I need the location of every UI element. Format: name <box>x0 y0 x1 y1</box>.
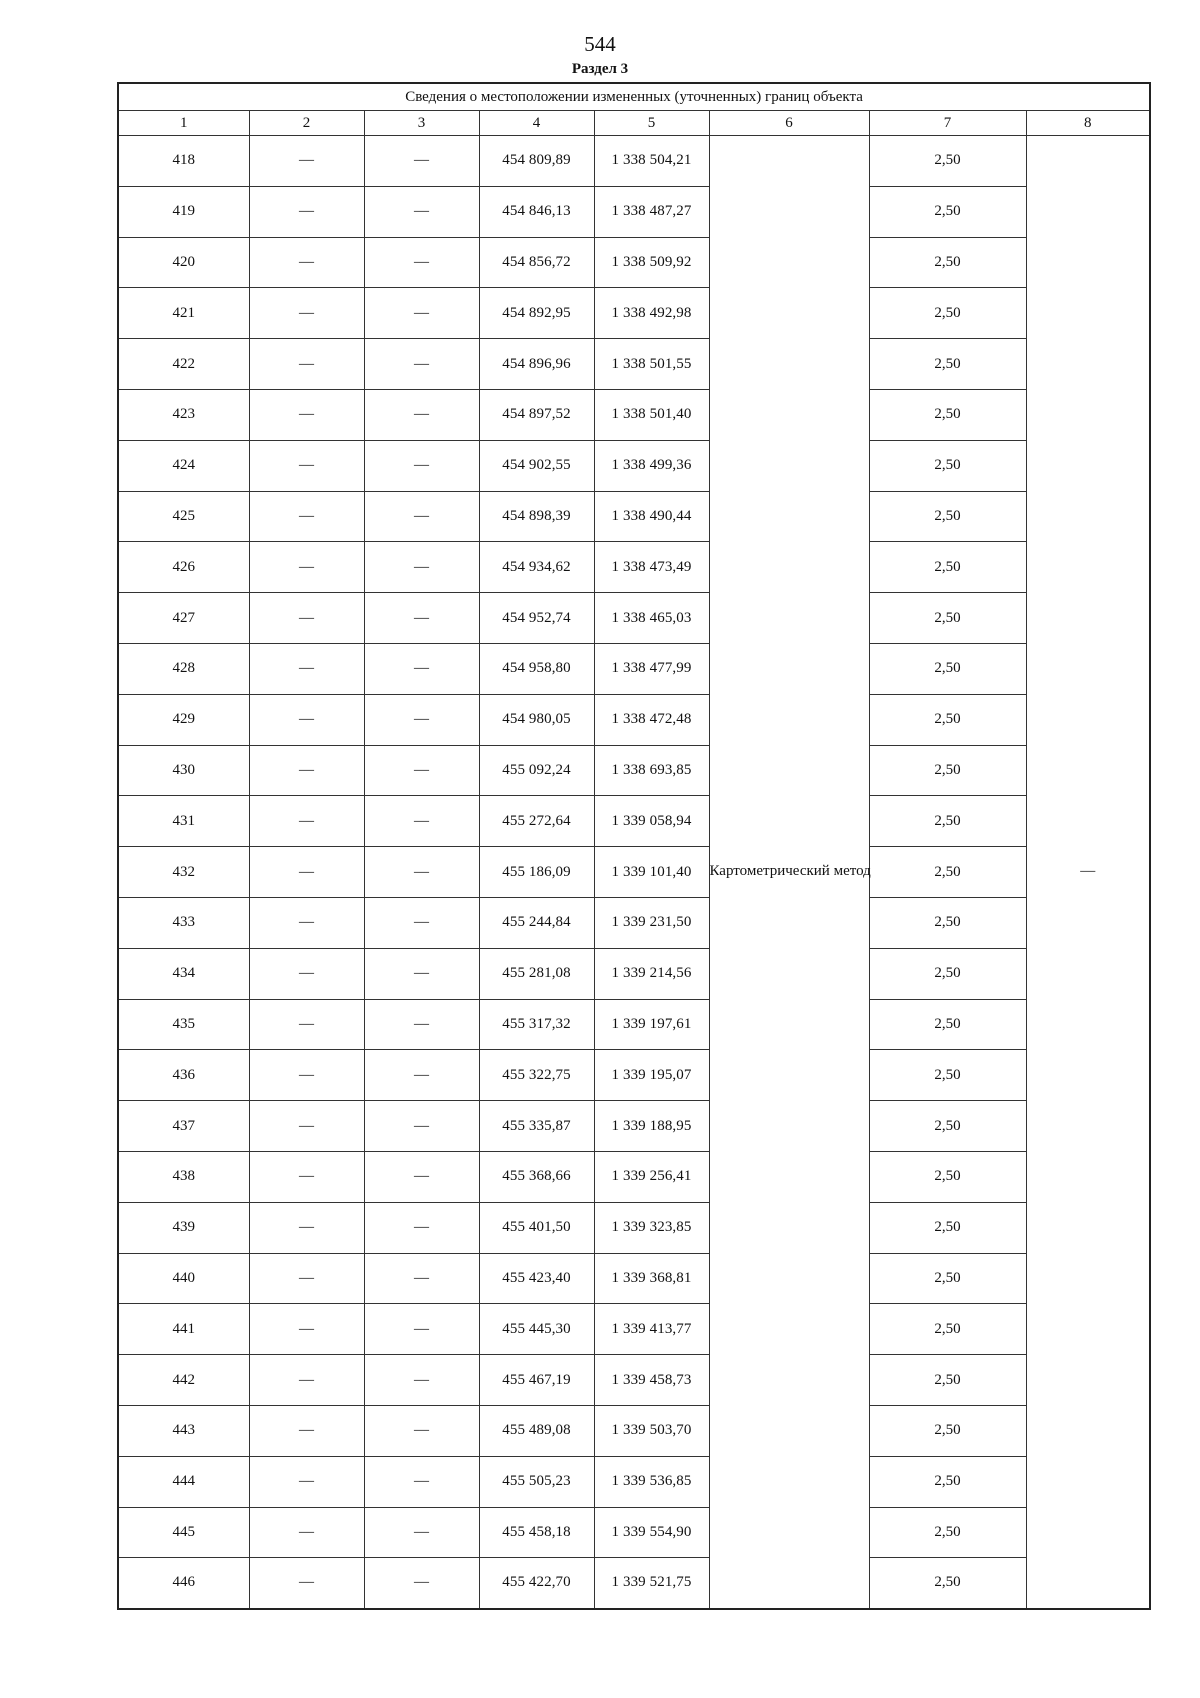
column-2-value: — <box>249 948 364 999</box>
accuracy-value: 2,50 <box>869 745 1026 796</box>
point-number: 431 <box>118 796 249 847</box>
point-number: 428 <box>118 643 249 694</box>
point-number: 440 <box>118 1253 249 1304</box>
section-title: Раздел 3 <box>571 61 629 77</box>
point-number: 422 <box>118 339 249 390</box>
point-number: 443 <box>118 1405 249 1456</box>
column-2-value: — <box>249 847 364 898</box>
point-number: 430 <box>118 745 249 796</box>
accuracy-value: 2,50 <box>869 796 1026 847</box>
point-number: 442 <box>118 1355 249 1406</box>
coordinate-y: 1 338 477,99 <box>594 643 709 694</box>
column-2-value: — <box>249 593 364 644</box>
accuracy-value: 2,50 <box>869 1304 1026 1355</box>
column-3-value: — <box>364 897 479 948</box>
point-number: 418 <box>118 136 249 187</box>
accuracy-value: 2,50 <box>869 1050 1026 1101</box>
column-3-value: — <box>364 1507 479 1558</box>
column-3-value: — <box>364 1456 479 1507</box>
column-3-value: — <box>364 796 479 847</box>
column-number-4: 4 <box>479 111 594 136</box>
column-3-value: — <box>364 1405 479 1456</box>
table-row <box>118 389 1150 440</box>
accuracy-value: 2,50 <box>869 847 1026 898</box>
coordinate-x: 455 272,64 <box>479 796 594 847</box>
column-2-value: — <box>249 542 364 593</box>
column-number-1: 1 <box>118 111 249 136</box>
point-number: 424 <box>118 440 249 491</box>
table-row <box>118 1151 1150 1202</box>
accuracy-value: 2,50 <box>869 339 1026 390</box>
column-number-2: 2 <box>249 111 364 136</box>
column-3-value: — <box>364 288 479 339</box>
coordinate-x: 455 317,32 <box>479 999 594 1050</box>
column-3-value: — <box>364 136 479 187</box>
coordinate-x: 455 092,24 <box>479 745 594 796</box>
accuracy-value: 2,50 <box>869 1456 1026 1507</box>
table-row <box>118 643 1150 694</box>
coordinate-y: 1 339 231,50 <box>594 897 709 948</box>
point-number: 426 <box>118 542 249 593</box>
column-2-value: — <box>249 1050 364 1101</box>
point-number: 434 <box>118 948 249 999</box>
column-2-value: — <box>249 1101 364 1152</box>
column-3-value: — <box>364 593 479 644</box>
accuracy-value: 2,50 <box>869 440 1026 491</box>
accuracy-value: 2,50 <box>869 186 1026 237</box>
accuracy-value: 2,50 <box>869 288 1026 339</box>
column-2-value: — <box>249 999 364 1050</box>
column-3-value: — <box>364 1558 479 1609</box>
coordinate-y: 1 338 465,03 <box>594 593 709 644</box>
coordinate-x: 455 467,19 <box>479 1355 594 1406</box>
column-3-value: — <box>364 745 479 796</box>
table-row <box>118 1101 1150 1152</box>
column-number-5: 5 <box>594 111 709 136</box>
boundary-coordinates-table <box>117 82 1151 1610</box>
coordinate-y: 1 339 503,70 <box>594 1405 709 1456</box>
column-3-value: — <box>364 389 479 440</box>
accuracy-value: 2,50 <box>869 643 1026 694</box>
coordinate-x: 454 846,13 <box>479 186 594 237</box>
table-body <box>118 136 1150 1609</box>
column-3-value: — <box>364 1151 479 1202</box>
coordinate-x: 454 897,52 <box>479 389 594 440</box>
column-2-value: — <box>249 897 364 948</box>
accuracy-value: 2,50 <box>869 1202 1026 1253</box>
method-cell: Картометрический метод <box>709 136 869 1609</box>
column-2-value: — <box>249 339 364 390</box>
coordinate-y: 1 338 504,21 <box>594 136 709 187</box>
coordinate-y: 1 339 368,81 <box>594 1253 709 1304</box>
table-row <box>118 237 1150 288</box>
column-3-value: — <box>364 339 479 390</box>
coordinate-y: 1 338 492,98 <box>594 288 709 339</box>
table-row <box>118 796 1150 847</box>
coordinate-x: 454 856,72 <box>479 237 594 288</box>
point-number: 436 <box>118 1050 249 1101</box>
point-number: 441 <box>118 1304 249 1355</box>
coordinate-y: 1 338 472,48 <box>594 694 709 745</box>
column-3-value: — <box>364 1253 479 1304</box>
coordinate-y: 1 338 501,40 <box>594 389 709 440</box>
coordinate-y: 1 338 490,44 <box>594 491 709 542</box>
column-3-value: — <box>364 186 479 237</box>
coordinate-x: 455 401,50 <box>479 1202 594 1253</box>
accuracy-value: 2,50 <box>869 237 1026 288</box>
table-row <box>118 948 1150 999</box>
table-row <box>118 186 1150 237</box>
column-3-value: — <box>364 999 479 1050</box>
column-3-value: — <box>364 948 479 999</box>
column-2-value: — <box>249 288 364 339</box>
accuracy-value: 2,50 <box>869 1151 1026 1202</box>
column-3-value: — <box>364 440 479 491</box>
coordinate-x: 454 898,39 <box>479 491 594 542</box>
column-3-value: — <box>364 1355 479 1406</box>
coordinate-y: 1 338 509,92 <box>594 237 709 288</box>
column-2-value: — <box>249 1405 364 1456</box>
point-number: 437 <box>118 1101 249 1152</box>
column-2-value: — <box>249 440 364 491</box>
table-row <box>118 440 1150 491</box>
coordinate-y: 1 339 554,90 <box>594 1507 709 1558</box>
column-2-value: — <box>249 491 364 542</box>
column-2-value: — <box>249 745 364 796</box>
coordinate-x: 454 980,05 <box>479 694 594 745</box>
column-number-6: 6 <box>709 111 869 136</box>
accuracy-value: 2,50 <box>869 491 1026 542</box>
table-row <box>118 745 1150 796</box>
table-row <box>118 1253 1150 1304</box>
column-2-value: — <box>249 136 364 187</box>
coordinate-y: 1 338 487,27 <box>594 186 709 237</box>
column-3-value: — <box>364 847 479 898</box>
point-number: 420 <box>118 237 249 288</box>
table-row <box>118 1405 1150 1456</box>
coordinate-x: 455 458,18 <box>479 1507 594 1558</box>
column-2-value: — <box>249 186 364 237</box>
point-number: 429 <box>118 694 249 745</box>
point-number: 444 <box>118 1456 249 1507</box>
column-2-value: — <box>249 1558 364 1609</box>
column-3-value: — <box>364 1202 479 1253</box>
column-3-value: — <box>364 1304 479 1355</box>
coordinate-x: 455 423,40 <box>479 1253 594 1304</box>
column-2-value: — <box>249 1355 364 1406</box>
column-2-value: — <box>249 1151 364 1202</box>
coordinate-x: 455 244,84 <box>479 897 594 948</box>
column-2-value: — <box>249 1304 364 1355</box>
coordinate-y: 1 339 101,40 <box>594 847 709 898</box>
point-number: 446 <box>118 1558 249 1609</box>
coordinate-y: 1 339 536,85 <box>594 1456 709 1507</box>
coordinate-x: 455 281,08 <box>479 948 594 999</box>
table-row <box>118 1355 1150 1406</box>
table-row <box>118 897 1150 948</box>
coordinate-x: 455 368,66 <box>479 1151 594 1202</box>
column-2-value: — <box>249 796 364 847</box>
table-caption: Сведения о местоположении измененных (уточненных) границ объекта <box>118 83 1150 111</box>
coordinate-x: 454 902,55 <box>479 440 594 491</box>
coordinate-y: 1 339 188,95 <box>594 1101 709 1152</box>
table-row <box>118 847 1150 898</box>
table-row <box>118 999 1150 1050</box>
table-row <box>118 491 1150 542</box>
column-3-value: — <box>364 694 479 745</box>
column-3-value: — <box>364 542 479 593</box>
table-row <box>118 339 1150 390</box>
point-number: 433 <box>118 897 249 948</box>
column-number-row <box>118 111 1150 136</box>
coordinate-y: 1 339 323,85 <box>594 1202 709 1253</box>
accuracy-value: 2,50 <box>869 948 1026 999</box>
table-row <box>118 1050 1150 1101</box>
column-2-value: — <box>249 1253 364 1304</box>
coordinate-x: 455 186,09 <box>479 847 594 898</box>
coordinate-x: 455 335,87 <box>479 1101 594 1152</box>
point-number: 423 <box>118 389 249 440</box>
column-3-value: — <box>364 1101 479 1152</box>
accuracy-value: 2,50 <box>869 1558 1026 1609</box>
accuracy-value: 2,50 <box>869 593 1026 644</box>
accuracy-value: 2,50 <box>869 1253 1026 1304</box>
coordinate-x: 454 809,89 <box>479 136 594 187</box>
coordinate-x: 455 322,75 <box>479 1050 594 1101</box>
accuracy-value: 2,50 <box>869 136 1026 187</box>
coordinate-y: 1 339 214,56 <box>594 948 709 999</box>
column-3-value: — <box>364 1050 479 1101</box>
coordinate-x: 455 445,30 <box>479 1304 594 1355</box>
column-2-value: — <box>249 1456 364 1507</box>
table-row <box>118 593 1150 644</box>
accuracy-value: 2,50 <box>869 1405 1026 1456</box>
point-number: 427 <box>118 593 249 644</box>
coordinate-y: 1 339 058,94 <box>594 796 709 847</box>
column-3-value: — <box>364 643 479 694</box>
column-3-value: — <box>364 237 479 288</box>
page-number: 544 <box>584 32 616 56</box>
coordinate-x: 454 892,95 <box>479 288 594 339</box>
table-row <box>118 1558 1150 1609</box>
coordinate-y: 1 338 501,55 <box>594 339 709 390</box>
accuracy-value: 2,50 <box>869 694 1026 745</box>
coordinate-y: 1 338 473,49 <box>594 542 709 593</box>
column-2-value: — <box>249 1507 364 1558</box>
coordinate-y: 1 338 499,36 <box>594 440 709 491</box>
coordinate-y: 1 339 521,75 <box>594 1558 709 1609</box>
coordinate-x: 455 489,08 <box>479 1405 594 1456</box>
point-number: 421 <box>118 288 249 339</box>
point-number: 419 <box>118 186 249 237</box>
point-number: 445 <box>118 1507 249 1558</box>
coordinate-x: 454 896,96 <box>479 339 594 390</box>
note-cell: — <box>1026 136 1150 1609</box>
point-number: 435 <box>118 999 249 1050</box>
column-number-3: 3 <box>364 111 479 136</box>
table-row <box>118 1304 1150 1355</box>
coordinate-y: 1 339 256,41 <box>594 1151 709 1202</box>
point-number: 432 <box>118 847 249 898</box>
table-row <box>118 1202 1150 1253</box>
point-number: 438 <box>118 1151 249 1202</box>
table-row <box>118 136 1150 187</box>
coordinate-y: 1 339 458,73 <box>594 1355 709 1406</box>
point-number: 425 <box>118 491 249 542</box>
column-2-value: — <box>249 694 364 745</box>
coordinate-y: 1 339 195,07 <box>594 1050 709 1101</box>
column-2-value: — <box>249 237 364 288</box>
accuracy-value: 2,50 <box>869 389 1026 440</box>
coordinate-y: 1 339 197,61 <box>594 999 709 1050</box>
table-row <box>118 694 1150 745</box>
accuracy-value: 2,50 <box>869 542 1026 593</box>
column-number-7: 7 <box>869 111 1026 136</box>
coordinate-x: 455 505,23 <box>479 1456 594 1507</box>
coordinate-x: 454 934,62 <box>479 542 594 593</box>
coordinate-x: 454 958,80 <box>479 643 594 694</box>
accuracy-value: 2,50 <box>869 897 1026 948</box>
coordinate-x: 454 952,74 <box>479 593 594 644</box>
point-number: 439 <box>118 1202 249 1253</box>
column-2-value: — <box>249 1202 364 1253</box>
column-number-8: 8 <box>1026 111 1150 136</box>
column-2-value: — <box>249 389 364 440</box>
table-row <box>118 1507 1150 1558</box>
coordinate-x: 455 422,70 <box>479 1558 594 1609</box>
accuracy-value: 2,50 <box>869 1101 1026 1152</box>
coordinate-y: 1 338 693,85 <box>594 745 709 796</box>
coordinate-y: 1 339 413,77 <box>594 1304 709 1355</box>
column-2-value: — <box>249 643 364 694</box>
accuracy-value: 2,50 <box>869 999 1026 1050</box>
accuracy-value: 2,50 <box>869 1355 1026 1406</box>
table-row <box>118 542 1150 593</box>
table-row <box>118 288 1150 339</box>
accuracy-value: 2,50 <box>869 1507 1026 1558</box>
column-3-value: — <box>364 491 479 542</box>
table-row <box>118 1456 1150 1507</box>
